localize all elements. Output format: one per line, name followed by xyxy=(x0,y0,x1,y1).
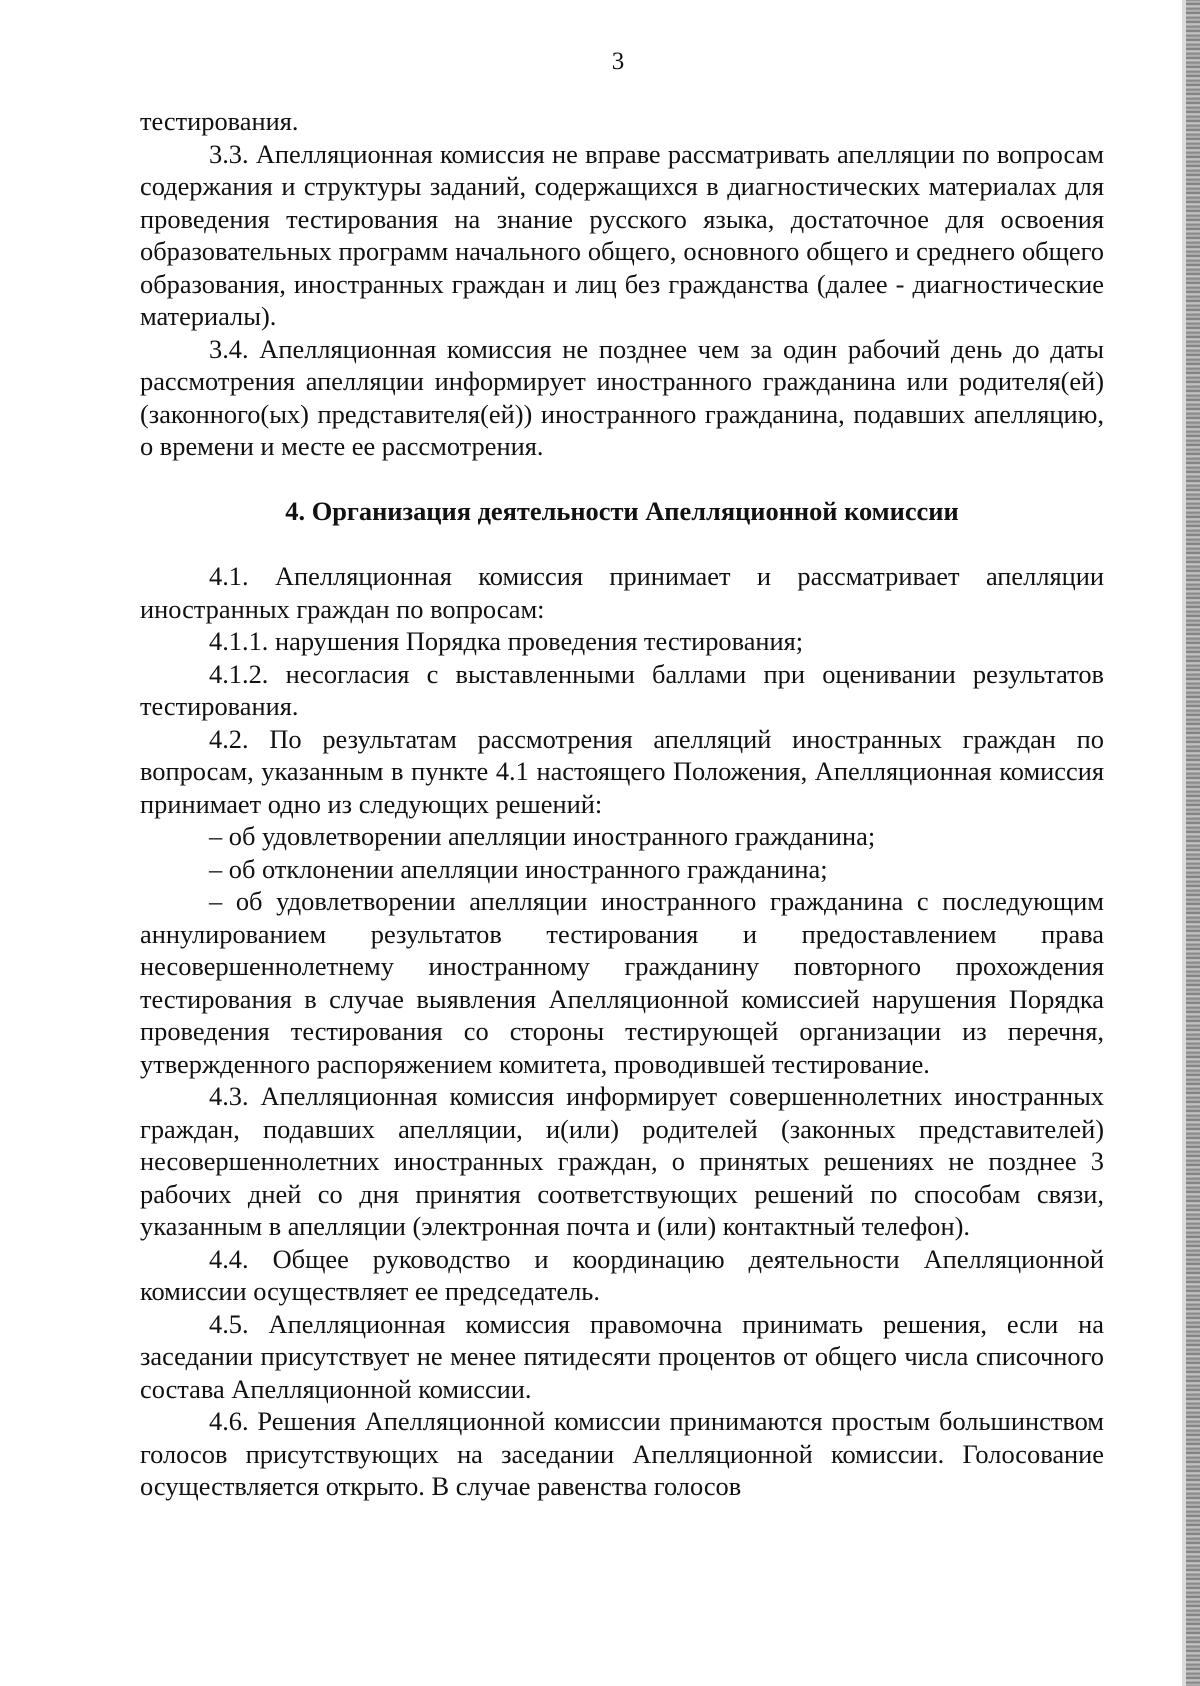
section-heading-4: 4. Организация деятельности Апелляционной комиссии xyxy=(285,495,959,526)
paragraph-4-6: 4.6. Решения Апелляционной комиссии принимаются простым большинством голосов присутствующих на заседании Апелляционной комиссии. Голосование осуществляется открыто. В случае равенства голосов xyxy=(140,1406,1104,1501)
document-body xyxy=(140,105,1104,1503)
paragraph-4-2: 4.2. По результатам рассмотрения апелляций иностранных граждан по вопросам, указанным в пункте 4.1 настоящего Положения, Апелляционная комиссия принимает одно из следующих решений: xyxy=(140,723,1104,819)
page-number: 3 xyxy=(611,48,625,75)
list-item-satisfy: – об удовлетворении апелляции иностранного гражданина; xyxy=(209,821,876,851)
paragraph-4-4: 4.4. Общее руководство и координацию деятельности Апелляционной комиссии осуществляет ее председатель. xyxy=(140,1243,1104,1306)
list-item-reject: – об отклонении апелляции иностранного гражданина; xyxy=(209,853,828,884)
paragraph-4-3: 4.3. Апелляционная комиссия информирует совершеннолетних иностранных граждан, подавших апелляции, и(или) родителей (законных представителей) несовершеннолетних иностранных граждан, о принятых решениях не позднее 3 рабочих дней со дня принятия соответствующих решений по способам связи, указанным в апелляции (электронная почта и (или) контактный телефон). xyxy=(140,1081,1104,1241)
paragraph-4-1-2: 4.1.2. несогласия с выставленными баллами при оценивании результатов тестирования. xyxy=(140,658,1104,721)
paragraph-4-1-1: 4.1.1. нарушения Порядка проведения тестирования; xyxy=(209,626,804,656)
list-item-satisfy-annul: – об удовлетворении апелляции иностранного гражданина с последующим аннулированием результатов тестирования и предоставлением права несовершеннолетнему иностранному гражданину повторного прохождения тестирования в случае выявления Апелляционной комиссией нарушения Порядка проведения тестирования со стороны тестирующей организации из перечня, утвержденного распоряжением комитета, проводившей тестирование. xyxy=(140,886,1104,1079)
paragraph-continuation: тестирования. xyxy=(140,106,299,136)
paragraph-4-5: 4.5. Апелляционная комиссия правомочна принимать решения, если на заседании присутствует не менее пятидесяти процентов от общего числа списочного состава Апелляционной комиссии. xyxy=(140,1308,1104,1404)
scan-edge xyxy=(1186,0,1200,1686)
paragraph-3-4: 3.4. Апелляционная комиссия не позднее чем за один рабочий день до даты рассмотрения апелляции информирует иностранного гражданина или родителя(ей) (законного(ых) представителя(ей)) иностранного гражданина, подавших апелляцию, о времени и месте ее рассмотрения. xyxy=(140,333,1104,461)
paragraph-4-1: 4.1. Апелляционная комиссия принимает и рассматривает апелляции иностранных граждан по вопросам: xyxy=(140,561,1104,624)
paragraph-3-3: 3.3. Апелляционная комиссия не вправе рассматривать апелляции по вопросам содержания и структуры заданий, содержащихся в диагностических материалах для проведения тестирования на знание русского языка, достаточное для освоения образовательных программ начального общего, основного общего и среднего общего образования, иностранных граждан и лиц без гражданства (далее - диагностические материалы). xyxy=(140,138,1104,331)
